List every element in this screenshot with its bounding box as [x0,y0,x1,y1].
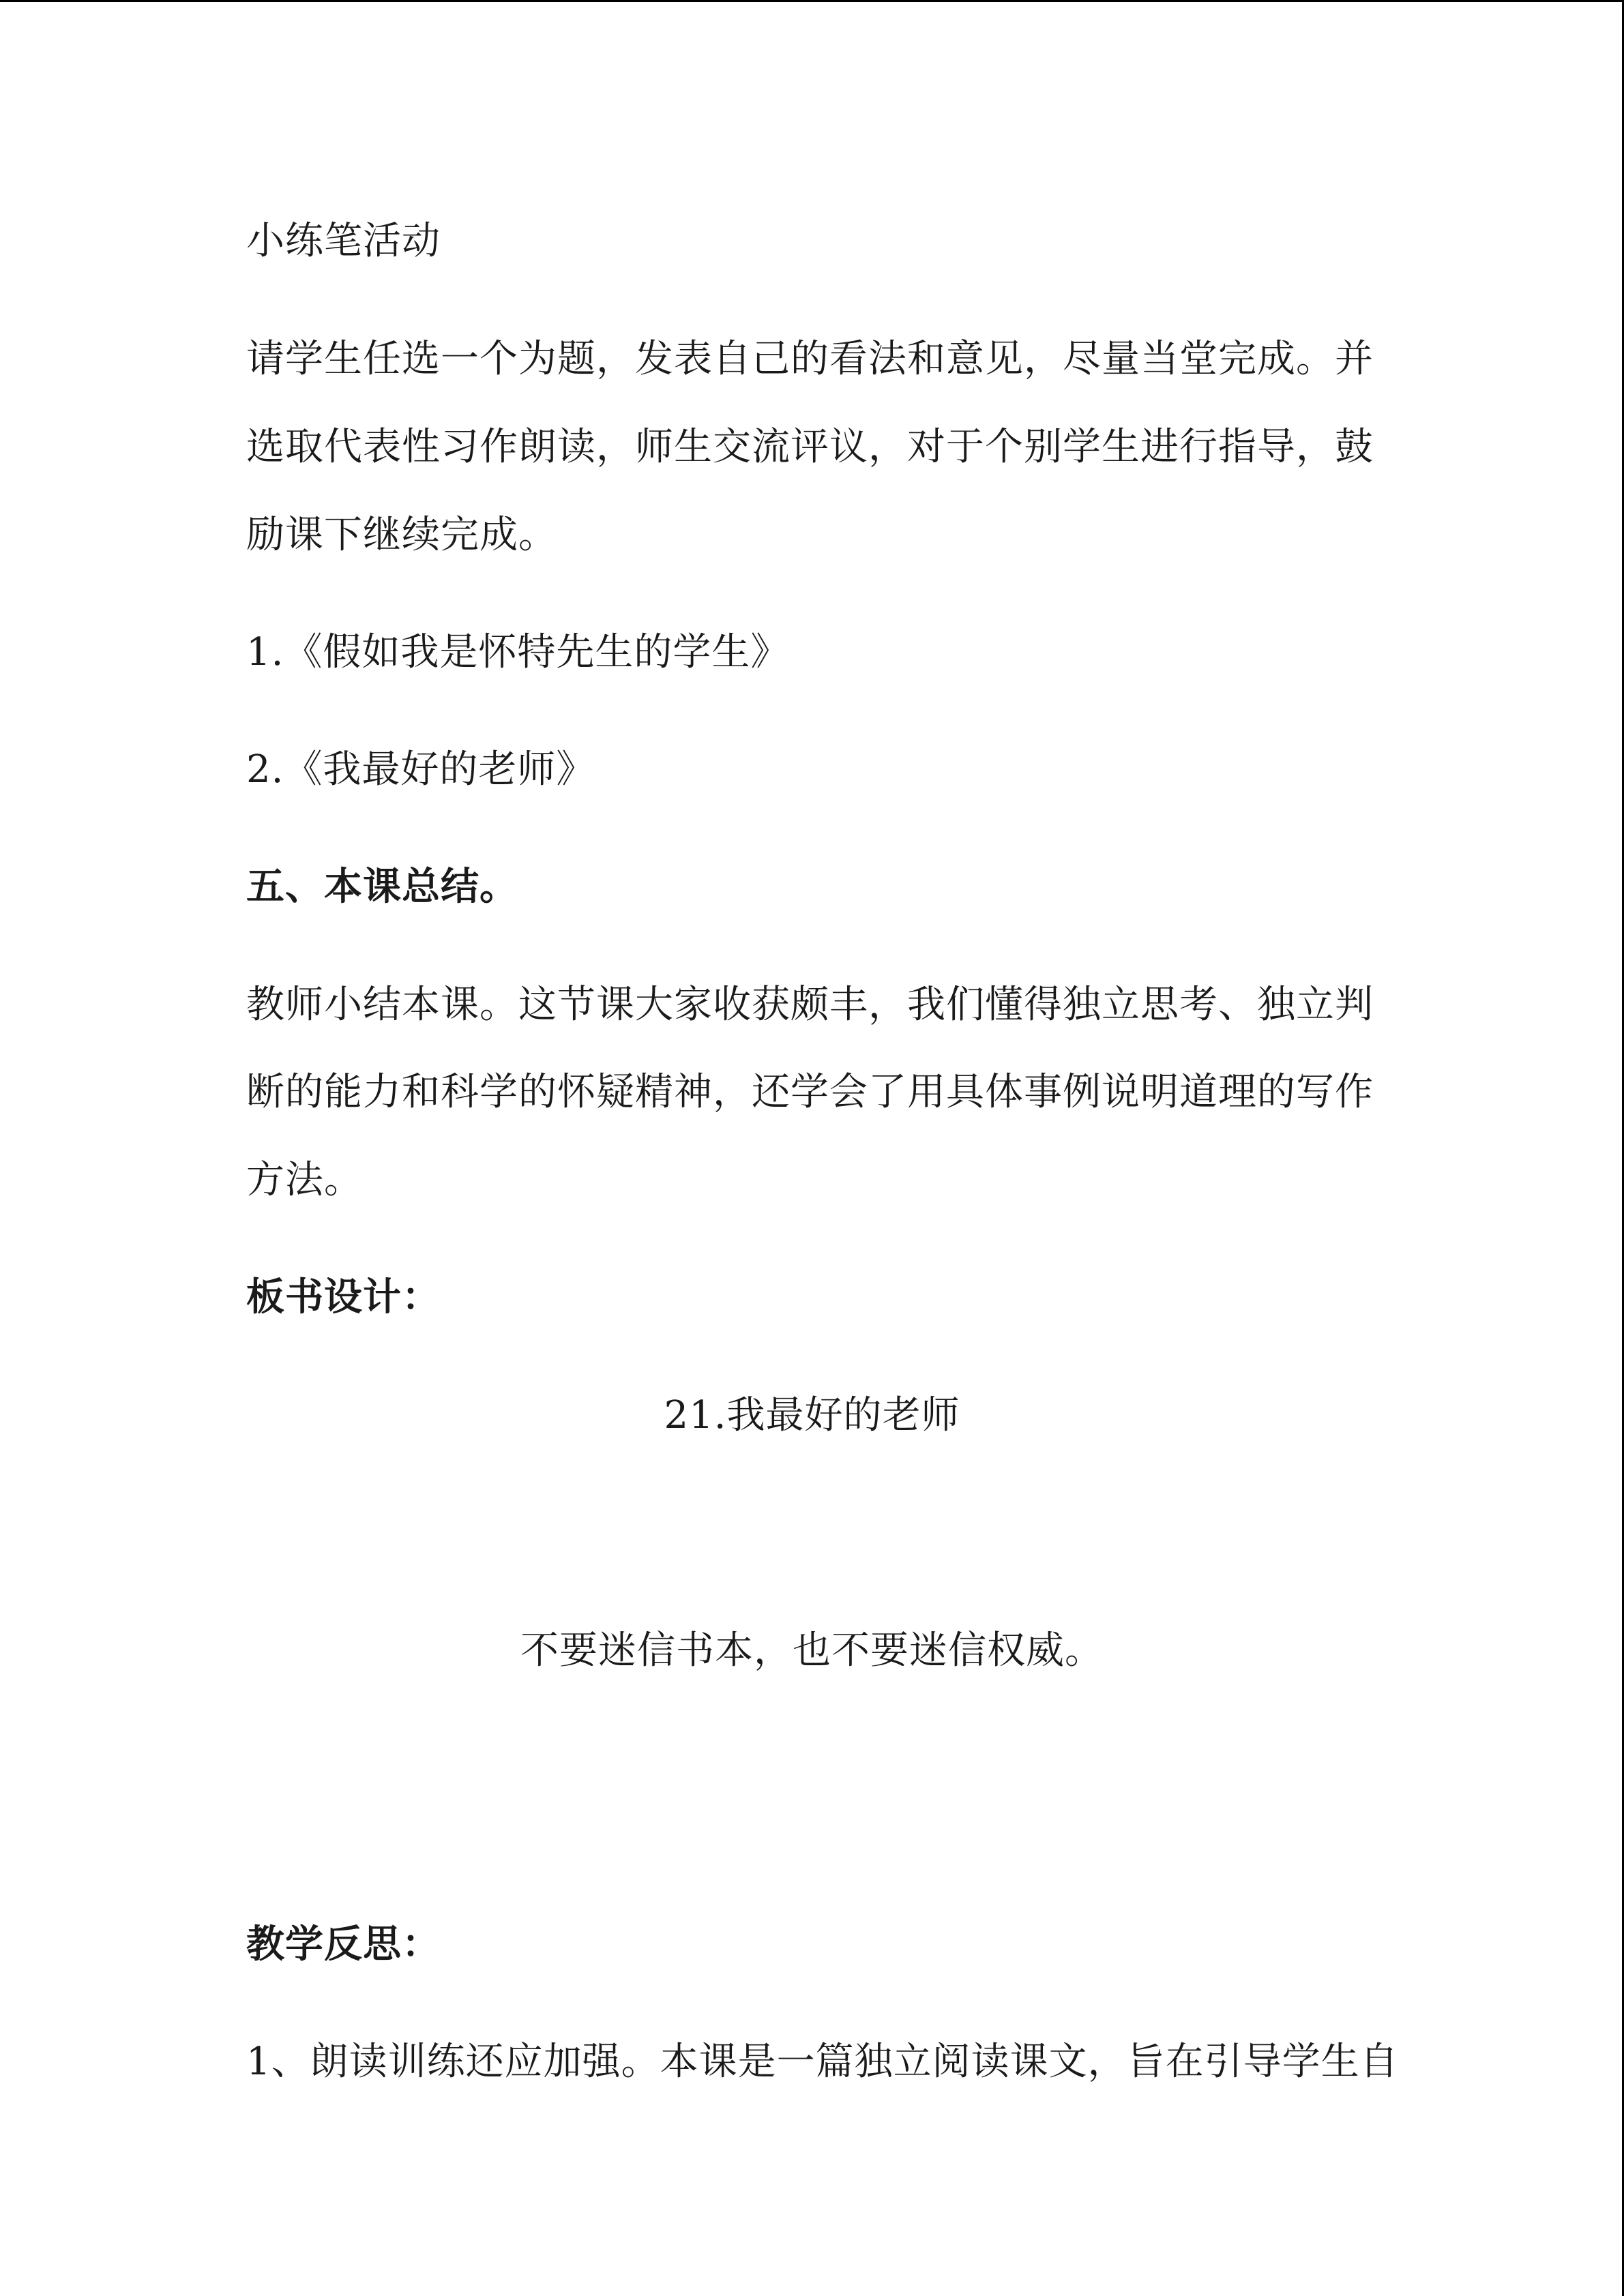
paragraph-line: 请学生任选一个为题，发表自己的看法和意见，尽量当堂完成。并 [246,337,1374,381]
board-title: 21.我最好的老师 [664,1393,960,1437]
paragraph-line: 教师小结本课。这节课大家收获颇丰，我们懂得独立思考、独立判 [246,983,1374,1027]
section-heading: 板书设计： [246,1275,441,1320]
section-heading: 五、本课总结。 [246,865,518,909]
list-item: 2.《我最好的老师》 [246,747,595,792]
paragraph-line: 方法。 [246,1158,363,1202]
board-text: 不要迷信书本，也不要迷信权威。 [520,1628,1104,1673]
paragraph-line: 励课下继续完成。 [246,513,557,557]
activity-heading: 小练笔活动 [246,219,441,263]
paragraph-line: 断的能力和科学的怀疑精神，还学会了用具体事例说明道理的写作 [246,1070,1374,1114]
paragraph-line: 1、朗读训练还应加强。本课是一篇独立阅读课文，旨在引导学生自 [246,2040,1399,2084]
paragraph-line: 选取代表性习作朗读，师生交流评议，对于个别学生进行指导，鼓 [246,425,1374,469]
section-heading: 教学反思： [246,1922,441,1967]
list-item: 1.《假如我是怀特先生的学生》 [246,630,790,674]
